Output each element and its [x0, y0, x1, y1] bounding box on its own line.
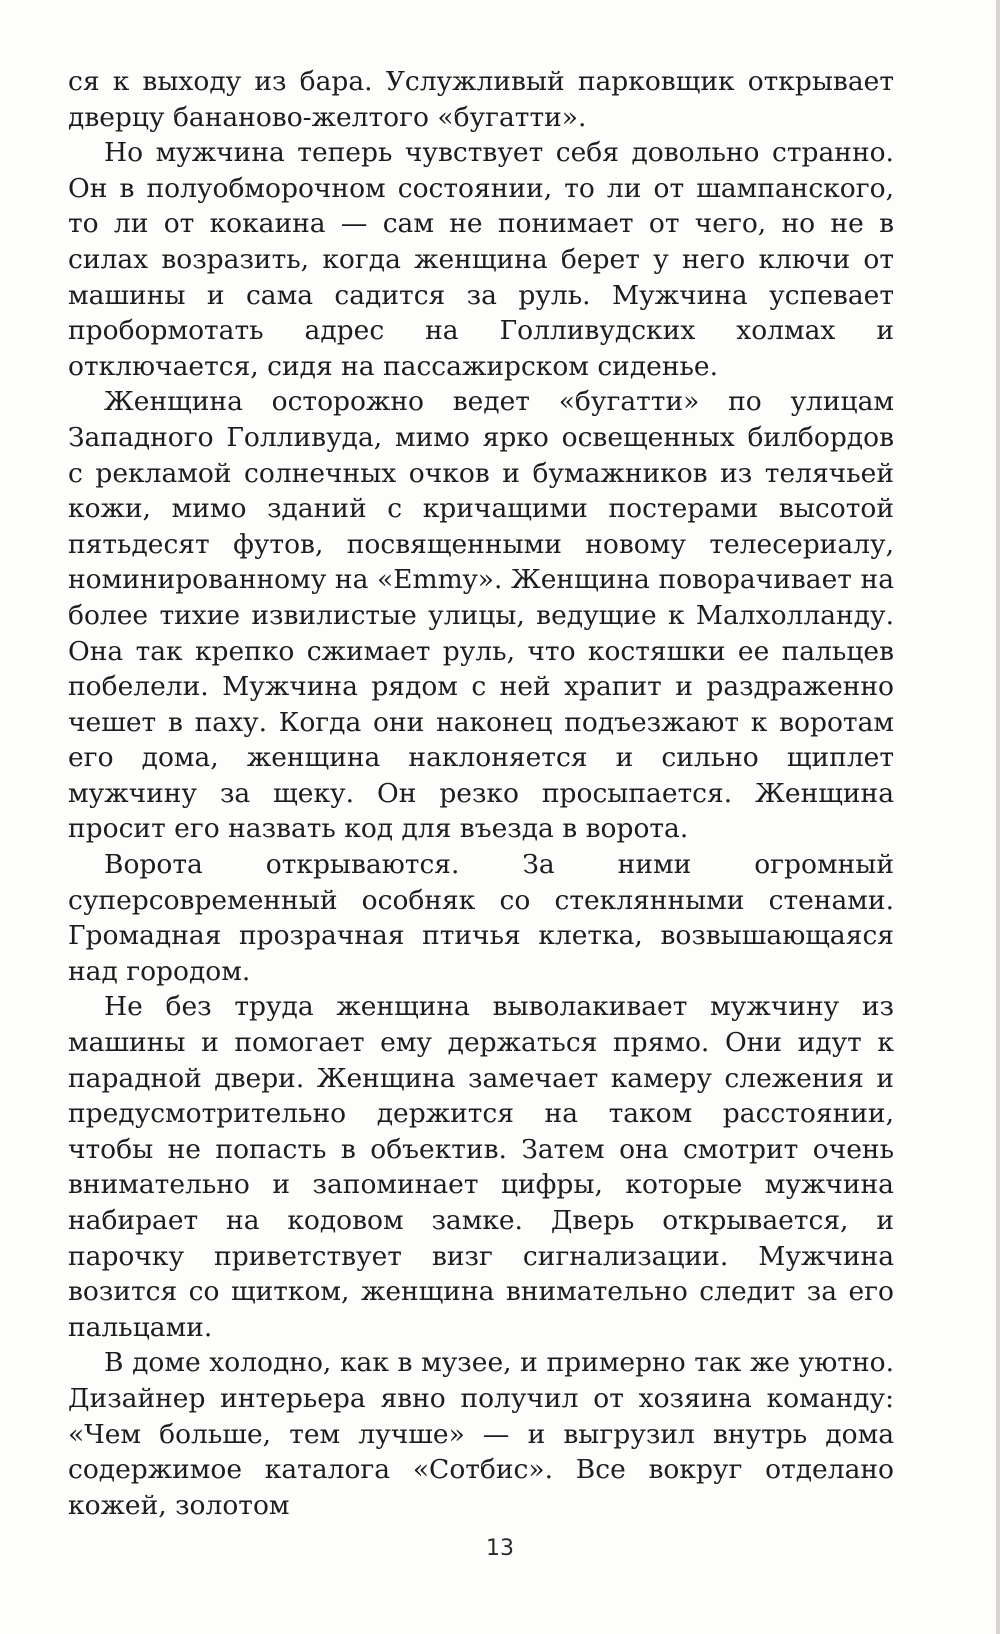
paragraph-3: Женщина осторожно ведет «бугатти» по улицам Западного Голливуда, мимо ярко освещенных билбордов с рекламой солнечных очков и бумажников из телячьей кожи, мимо зданий с кричащими постерами высотой пятьдесят футов, посвященными новому телесериалу, номинированному на «Emmy». Женщина поворачивает на более тихие извилистые улицы, ведущие к Малхолланду. Она так крепко сжимает руль, что костяшки ее пальцев побелели. Мужчина рядом с ней храпит и раздраженно чешет в паху. Когда они наконец подъезжают к воротам его дома, женщина наклоняется и сильно щиплет мужчину за щеку. Он резко просыпается. Женщина просит его назвать код для въезда в ворота.: [68, 386, 894, 845]
paragraph-6: В доме холодно, как в музее, и примерно так же уютно. Дизайнер интерьера явно получил от хозяина команду: «Чем больше, тем лучше» — и выгрузил внутрь дома содержимое каталога «Сотбис». Все вокруг отделано кожей, золотом: [68, 1347, 894, 1521]
paragraph-5: Не без труда женщина выволакивает мужчину из машины и помогает ему держаться прямо. Они идут к парадной двери. Женщина замечает камеру слежения и предусмотрительно держится на таком расстоянии, чтобы не попасть в объектив. Затем она смотрит очень внимательно и запоминает цифры, которые мужчина набирает на кодовом замке. Дверь открывается, и парочку приветствует визг сигнализации. Мужчина возится со щитком, женщина внимательно следит за его пальцами.: [68, 991, 894, 1343]
paragraph-4: Ворота открываются. За ними огромный суперсовременный особняк со стеклянными стенами. Громадная прозрачная птичья клетка, возвышающаяся над городом.: [68, 849, 894, 987]
paragraph-1: ся к выходу из бара. Услужливый парковщик открывает дверцу бананово-желтого «бугатти».: [68, 66, 894, 133]
page-number: 13: [486, 1536, 514, 1561]
paragraph-2: Но мужчина теперь чувствует себя довольно странно. Он в полуобморочном состоянии, то ли от шампанского, то ли от кокаина — сам не понимает от чего, но не в силах возразить, когда женщина берет у него ключи от машины и сама садится за руль. Мужчина успевает пробормотать адрес на Голливудских холмах и отключается, сидя на пассажирском сиденье.: [68, 137, 894, 382]
scan-edge-mark: [996, 0, 1000, 1634]
body-text: [68, 64, 894, 1523]
